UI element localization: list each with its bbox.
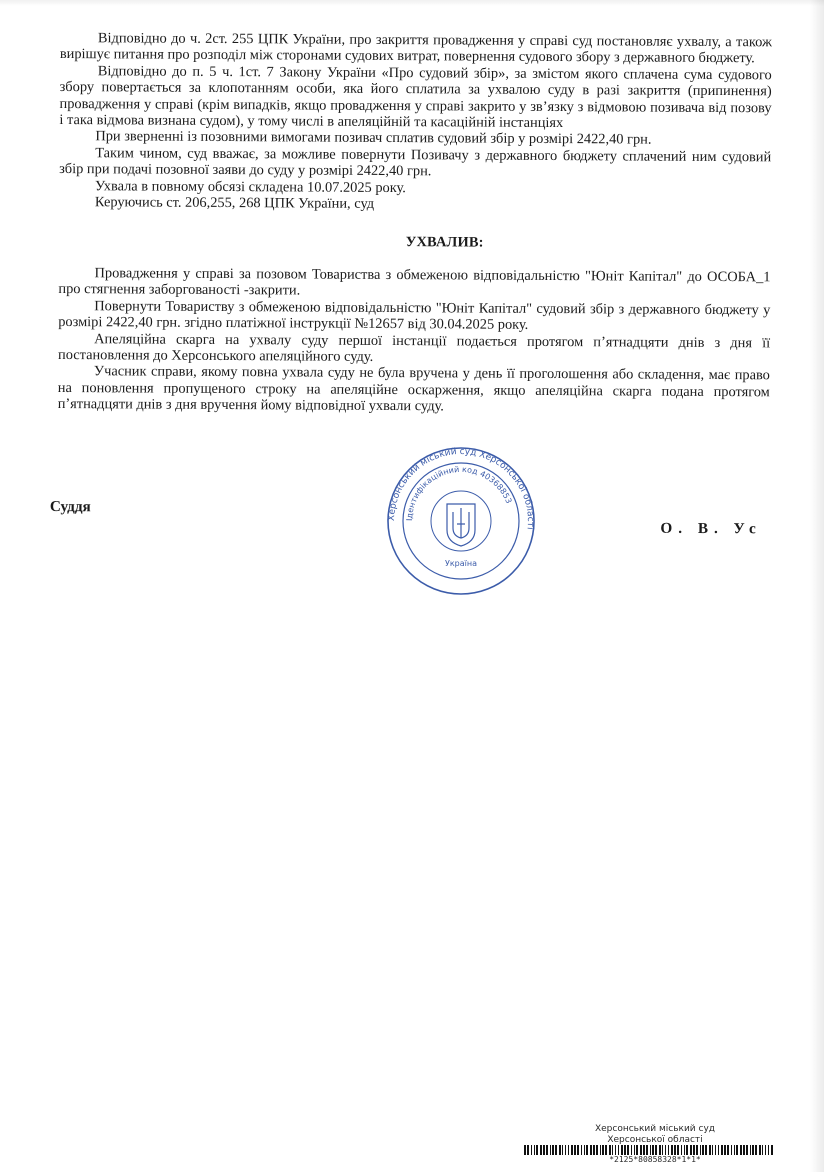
paragraph: Відповідно до ч. 2ст. 255 ЦПК України, про закриття провадження у справі суд постановляє ухвалу, а також вирішує питання про розподіл між сторонами судових витрат, повернення судового збору з державного бюджету. [59,30,772,67]
scan-top-edge [0,0,824,6]
paragraph: Повернути Товариству з обмеженою відповідальністю "Юніт Капітал" судовий збір з державного бюджету у розмірі 2422,40 грн. згідно платіжної інструкції №12657 від 30.04.2025 року. [58,297,771,333]
resolution-heading: УХВАЛИВ: [405,234,484,252]
stamp-inner-text: Ідентифікаційний код 40368853 [404,464,514,522]
document-body [58,30,772,417]
paragraph: Провадження у справі за позовом Товариства з обмеженою відповідальністю "Юніт Капітал" до ОСОБА_1 про стягнення заборгованості -закрити. [58,265,771,299]
paragraph: Таким чином, суд вважає, за можливе повернути Позивачу з державного бюджету сплачений ним судовий збір при подачі позовної заяви до суду у розмірі 2422,40 грн. [59,145,772,180]
paragraph: Керуючись ст. 206,255, 268 ЦПК України, суд [94,194,375,212]
scan-right-edge [810,0,824,1172]
footer-court-line1: Херсонський міський суд [594,1124,716,1134]
stamp-outer-text: Херсонський міський суд Херсонської області [386,446,536,531]
judge-label: Суддя [49,498,91,516]
barcode-text: *2125*80858328*1*1* [609,1155,701,1164]
paragraph: Учасник справи, якому повна ухвала суду не була вручена у день її проголошення або складення, має право на поновлення пропущеного строку на апеляційне оскарження, якщо апеляційна скарга подана протягом п’ятнадцяти днів з дня вручення йому відповідної ухвали суду. [57,363,770,415]
paragraph: Відповідно до п. 5 ч. 1ст. 7 Закону України «Про судовий збір», за змістом якого сплачена сума судового збору повертається за клопотанням особи, яка його сплатила за ухвалою суду в разі закриття (припинення) провадження у справі (крім випадків, якщо провадження у справі закрито у зв’язку з відмовою позивача від позову і така відмова визнана судом), у тому числі в апеляційній та касаційній інстанціях [59,63,772,132]
judge-name: О. В. Ус [660,519,762,538]
footer-court-line2: Херсонської області [607,1135,703,1145]
signature-row [49,498,762,538]
stamp-country-text: Україна [444,559,478,568]
paragraph: Ухвала в повному обсязі складена 10.07.2025 року. [94,177,406,196]
footer-court-name [560,1124,750,1146]
paragraph: Апеляційна скарга на ухвалу суду першої інстанції подається протягом п’ятнадцяти днів з дня її постановлення до Херсонського апеляційного суду. [57,330,771,365]
barcode [524,1145,774,1155]
paragraph: При зверненні із позовними вимогами позивач сплатив судовий збір у розмірі 2422,40 грн. [95,128,652,149]
